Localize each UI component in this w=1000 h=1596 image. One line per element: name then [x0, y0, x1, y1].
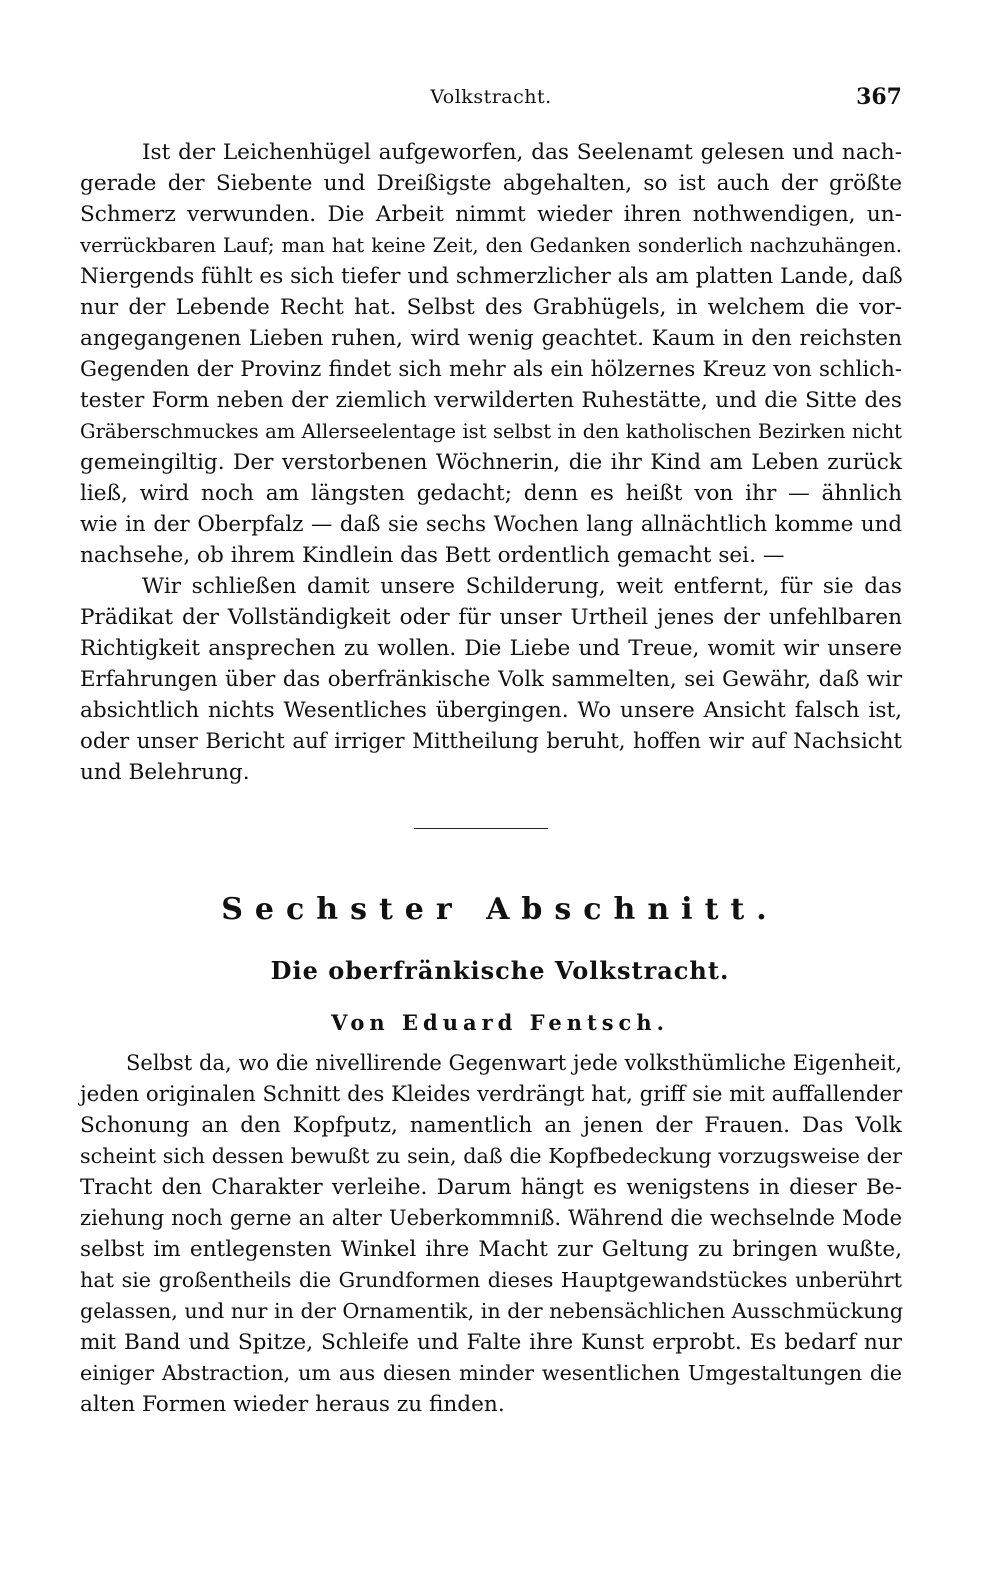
text-line: einiger Abstraction, um aus diesen minder wesentlichen Umgestaltungen die — [80, 1361, 902, 1385]
text-line: ließ, wird noch am längsten gedacht; denn es heißt von ihr — ähnlich — [80, 481, 902, 506]
text-line: Niergends fühlt es sich tiefer und schmerzlicher als am platten Lande, daß — [80, 264, 903, 289]
text-line: nur der Lebende Recht hat. Selbst des Grabhügels, in welchem die vor- — [80, 295, 902, 320]
text-line: Prädikat der Vollständigkeit oder für unser Urtheil jenes der unfehlbaren — [80, 605, 902, 630]
text-line: mit Band und Spitze, Schleife und Falte ihre Kunst erprobt. Es bedarf nur — [80, 1330, 902, 1355]
text-line: Schonung an den Kopfputz, namentlich an jenen der Frauen. Das Volk — [80, 1113, 902, 1138]
text-line: wie in der Oberpfalz — daß sie sechs Wochen lang allnächtlich komme und — [80, 512, 902, 537]
running-title: Volkstracht. — [430, 86, 552, 108]
text-line: oder unser Bericht auf irriger Mittheilung beruht, hoffen wir auf Nachsicht — [80, 729, 902, 754]
text-line: scheint sich dessen bewußt zu sein, daß die Kopfbedeckung vorzugsweise der — [80, 1144, 902, 1168]
text-line: und Belehrung. — [80, 760, 250, 785]
text-line: Wir schließen damit unsere Schilderung, weit entfernt, für sie das — [142, 574, 902, 599]
page-number: 367 — [856, 84, 902, 110]
text-line: absichtlich nichts Wesentliches übergingen. Wo unsere Ansicht falsch ist, — [80, 698, 902, 723]
text-line: angegangenen Lieben ruhen, wird wenig geachtet. Kaum in den reichsten — [80, 326, 902, 351]
text-line: Erfahrungen über das oberfränkische Volk sammelten, sei Gewähr, daß wir — [80, 667, 902, 692]
text-line: ziehung noch gerne an alter Ueberkommniß. Während die wechselnde Mode — [80, 1206, 902, 1230]
text-line: Gräberschmuckes am Allerseelentage ist selbst in den katholischen Bezirken nicht — [80, 420, 902, 443]
text-line: hat sie großentheils die Grundformen dieses Hauptgewandstückes unberührt — [80, 1268, 902, 1292]
text-line: gerade der Siebente und Dreißigste abgehalten, so ist auch der größte — [80, 171, 902, 196]
text-line: verrückbaren Lauf; man hat keine Zeit, den Gedanken sonderlich nachzuhängen. — [80, 234, 902, 257]
text-line: Richtigkeit ansprechen zu wollen. Die Liebe und Treue, womit wir unsere — [80, 636, 902, 661]
running-header — [80, 86, 902, 116]
closing-paragraphs — [80, 137, 902, 788]
text-line: tester Form neben der ziemlich verwilderten Ruhestätte, und die Sitte des — [80, 388, 902, 413]
section-opening-paragraph — [80, 1048, 902, 1420]
text-line: gelassen, und nur in der Ornamentik, in der nebensächlichen Ausschmückung — [80, 1299, 904, 1323]
text-line: Selbst da, wo die nivellirende Gegenwart jede volksthümliche Eigenheit, — [126, 1051, 902, 1075]
text-line: gemeingiltig. Der verstorbenen Wöchnerin, die ihr Kind am Leben zurück — [80, 450, 902, 475]
text-line: Schmerz verwunden. Die Arbeit nimmt wieder ihren nothwendigen, un- — [80, 202, 902, 227]
text-line: nachsehe, ob ihrem Kindlein das Bett ordentlich gemacht sei. — — [80, 543, 785, 568]
author-byline: Von Eduard Fentsch. — [331, 1010, 669, 1035]
text-line: alten Formen wieder heraus zu finden. — [80, 1392, 505, 1417]
section-subtitle: Die oberfränkische Volkstracht. — [270, 956, 730, 985]
text-line: selbst im entlegensten Winkel ihre Macht zur Geltung zu bringen wußte, — [80, 1237, 902, 1262]
section-title: Sechster Abschnitt. — [221, 892, 779, 927]
section-separator-rule — [414, 828, 548, 829]
text-line: Tracht den Charakter verleihe. Darum hängt es wenigstens in dieser Be- — [80, 1175, 902, 1200]
text-line: Gegenden der Provinz findet sich mehr als ein hölzernes Kreuz von schlich- — [80, 357, 902, 382]
text-line: Ist der Leichenhügel aufgeworfen, das Seelenamt gelesen und nach- — [142, 140, 902, 165]
text-line: jeden originalen Schnitt des Kleides verdrängt hat, griff sie mit auffallender — [80, 1082, 903, 1107]
